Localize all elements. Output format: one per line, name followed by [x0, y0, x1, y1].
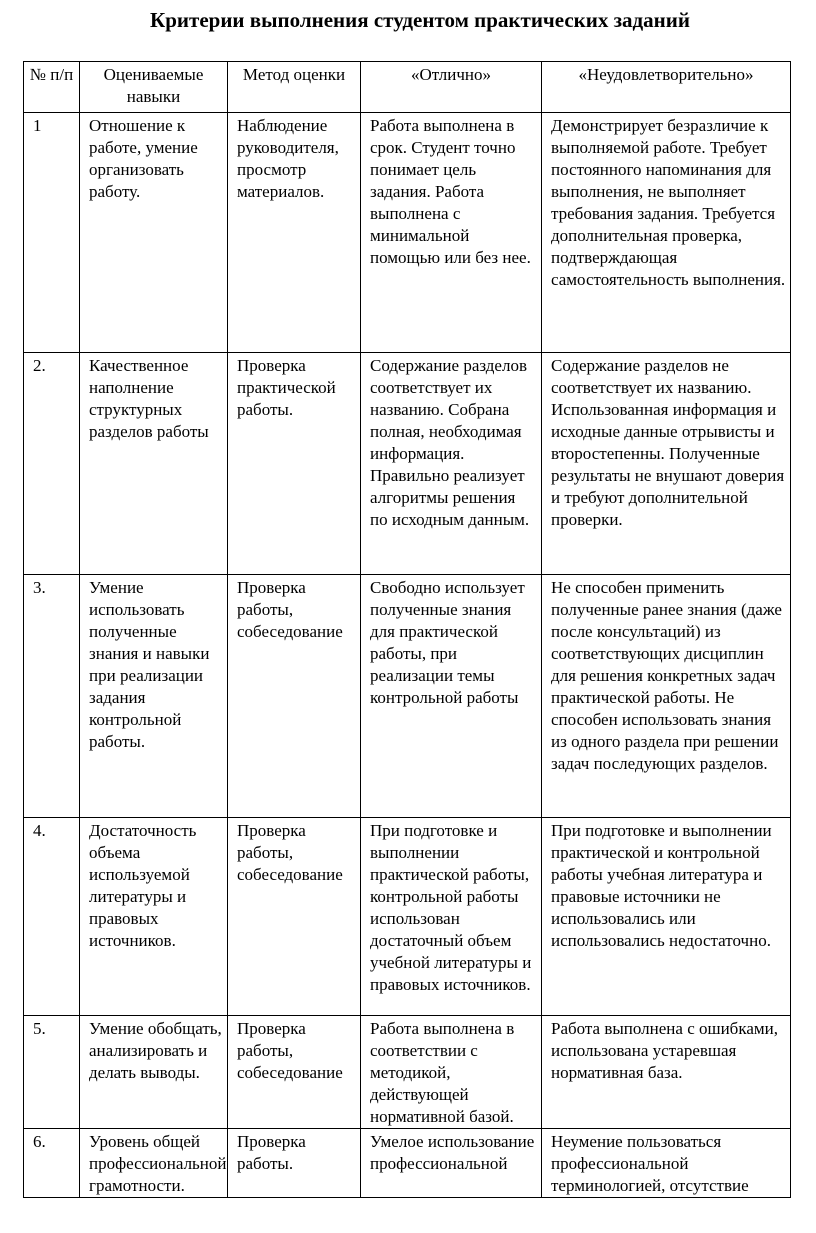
row-method: Наблюдение руководителя, просмотр материалов.: [228, 113, 361, 353]
row-method: Проверка работы, собеседование: [228, 1016, 361, 1129]
table-row: [24, 1016, 791, 1129]
row-number: 4.: [24, 818, 80, 1016]
row-number: 2.: [24, 353, 80, 575]
row-skill: Умение использовать полученные знания и навыки при реализации задания контрольной работы.: [80, 575, 228, 818]
table-row: [24, 575, 791, 818]
row-unsatisfactory: Неумение пользоваться профессиональной терминологией, отсутствие: [542, 1129, 791, 1198]
row-excellent: Работа выполнена в соответствии с методикой, действующей нормативной базой.: [361, 1016, 542, 1129]
table-row: [24, 1129, 791, 1198]
row-skill: Умение обобщать, анализировать и делать выводы.: [80, 1016, 228, 1129]
row-unsatisfactory: Не способен применить полученные ранее знания (даже после консультаций) из соответствующих дисциплин для решения конкретных задач практической работы. Не способен использовать знания из одного раздела при решении задач последующих разделов.: [542, 575, 791, 818]
row-skill: Отношение к работе, умение организовать работу.: [80, 113, 228, 353]
page-title: Критерии выполнения студентом практических заданий: [150, 8, 690, 32]
header-unsatisfactory: «Неудовлетворительно»: [542, 62, 791, 113]
row-number: 3.: [24, 575, 80, 818]
row-number: 6.: [24, 1129, 80, 1198]
row-excellent: Свободно использует полученные знания для практической работы, при реализации темы контрольной работы: [361, 575, 542, 818]
row-method: Проверка практической работы.: [228, 353, 361, 575]
table-row: [24, 353, 791, 575]
row-method: Проверка работы, собеседование: [228, 575, 361, 818]
row-excellent: Работа выполнена в срок. Студент точно понимает цель задания. Работа выполнена с минимальной помощью или без нее.: [361, 113, 542, 353]
row-skill: Качественное наполнение структурных разделов работы: [80, 353, 228, 575]
row-skill: Уровень общей профессиональной грамотности.: [80, 1129, 228, 1198]
header-method: Метод оценки: [228, 62, 361, 113]
header-skills: Оцениваемые навыки: [80, 62, 228, 113]
row-unsatisfactory: Работа выполнена с ошибками, использована устаревшая нормативная база.: [542, 1016, 791, 1129]
header-number: № п/п: [24, 62, 80, 113]
row-method: Проверка работы, собеседование: [228, 818, 361, 1016]
criteria-table: [23, 61, 791, 1198]
table-row: [24, 818, 791, 1016]
row-unsatisfactory: При подготовке и выполнении практической и контрольной работы учебная литература и правовые источники не использовались или использовались недостаточно.: [542, 818, 791, 1016]
row-number: 1: [24, 113, 80, 353]
row-excellent: При подготовке и выполнении практической работы, контрольной работы использован достаточный объем учебной литературы и правовых источников.: [361, 818, 542, 1016]
header-excellent: «Отлично»: [361, 62, 542, 113]
table-row: [24, 113, 791, 353]
row-method: Проверка работы.: [228, 1129, 361, 1198]
row-excellent: Содержание разделов соответствует их названию. Собрана полная, необходимая информация. Правильно реализует алгоритмы решения по исходным данным.: [361, 353, 542, 575]
row-number: 5.: [24, 1016, 80, 1129]
row-unsatisfactory: Демонстрирует безразличие к выполняемой работе. Требует постоянного напоминания для выполнения, не выполняет требования задания. Требуется дополнительная проверка, подтверждающая самостоятельность выполнения.: [542, 113, 791, 353]
row-unsatisfactory: Содержание разделов не соответствует их названию. Использованная информация и исходные данные отрывисты и второстепенны. Полученные результаты не внушают доверия и требуют дополнительной проверки.: [542, 353, 791, 575]
row-excellent: Умелое использование профессиональной: [361, 1129, 542, 1198]
table-header-row: [24, 62, 791, 113]
row-skill: Достаточность объема используемой литературы и правовых источников.: [80, 818, 228, 1016]
